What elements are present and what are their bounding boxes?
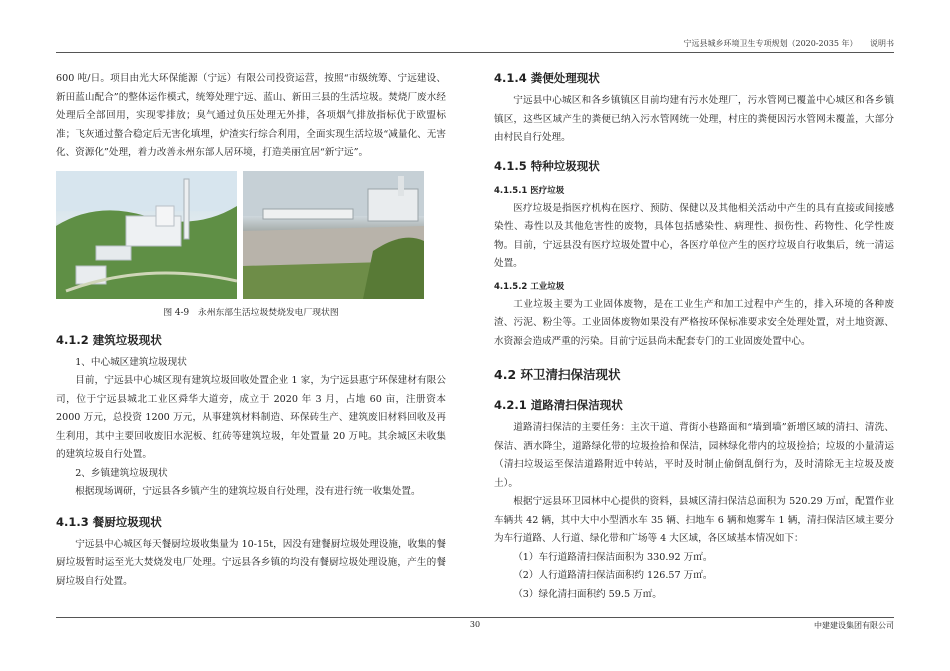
paragraph-medical-waste: 医疗垃圾是指医疗机构在医疗、预防、保健以及其他相关活动中产生的具有直接或间接感染性、毒性以及其他危害性的废物，具体包括感染性、病理性、损伤性、药物性、化学性废物。目前，宁远县没有医疗垃圾处置中心，各医疗单位产生的医疗垃圾自行收集后，统一清运处置。 <box>494 202 894 269</box>
figure-4-9 <box>56 171 446 299</box>
incineration-plant-site-photo <box>243 171 424 299</box>
header-doc-title: 宁远县城乡环境卫生专项规划（2020-2035 年） <box>683 39 858 48</box>
footer-company: 中建建设集团有限公司 <box>814 621 894 630</box>
paragraph-kitchen-waste: 宁远县中心城区每天餐厨垃圾收集量为 10-15t，因没有建餐厨垃圾处理设施，收集的餐厨垃圾暂时运至光大焚烧发电厂处理。宁远县各乡镇的均没有餐厨垃圾处理设施，产生的餐厨垃圾自行处置。 <box>56 538 446 587</box>
right-column <box>494 70 894 604</box>
paragraph-feces: 宁远县中心城区和各乡镇镇区目前均建有污水处理厂，污水管网已覆盖中心城区和各乡镇镇区，这些区域产生的粪便已纳入污水管网统一处理，村庄的粪便因污水管网未覆盖，大部分由村民自行处理。 <box>494 95 894 143</box>
incineration-plant-rendering-image <box>56 171 237 299</box>
paragraph-road-cleaning-tasks: 道路清扫保洁的主要任务：主次干道、背街小巷路面和“墙到墙”新增区域的清扫、清洗、保洁、洒水降尘，道路绿化带的垃圾捡拾和保洁，园林绿化带内的垃圾捡拾；垃圾的小量清运（清扫垃圾运至保洁道路附近中转站，平时及时制止偷倒乱倒行为，及时清除无主垃圾及废土）。 <box>494 422 894 489</box>
section-heading-4-1-5-1: 4.1.5.1 医疗垃圾 <box>494 185 565 196</box>
section-heading-4-2-1: 4.2.1 道路清扫保洁现状 <box>494 398 623 412</box>
figure-caption: 图 4-9 永州东部生活垃圾焚烧发电厂现状图 <box>163 307 339 318</box>
section-heading-4-1-2: 4.1.2 建筑垃圾现状 <box>56 332 162 347</box>
page-number: 30 <box>469 620 481 629</box>
intro-paragraph: 600 吨/日。项目由光大环保能源（宁远）有限公司投资运营，按照“市级统筹、宁远建设、新田蓝山配合”的整体运作模式，统筹处理宁远、蓝山、新田三县的生活垃圾。焚烧厂废水经处理后全部回用，实现零排放；臭气通过负压处理无外排，各项烟气排放指标优于欧盟标准；飞灰通过螯合稳定后无害化填埋，炉渣实行综合利用，全面实现生活垃圾“减量化、无害化、资源化”处理，着力改善永州东部人居环境，打造美丽宜居“新宁远”。 <box>56 73 446 158</box>
header-rule <box>56 52 894 53</box>
subheading-townships: 2、乡镇建筑垃圾现状 <box>75 467 168 479</box>
paragraph-road-cleaning-data: 根据宁远县环卫园林中心提供的资料，县城区清扫保洁总面积为 520.29 万㎡，配置作业车辆共 42 辆，其中大中小型洒水车 35 辆、扫地车 6 辆和炮雾车 1 辆，清扫保洁区域主要分为车行道路、人行道、绿化带和广场等 4 大区域，各区域基本情况如下： <box>494 496 894 544</box>
list-item: （2）人行道路清扫保洁面积约 126.57 万㎡。 <box>513 570 713 581</box>
list-item: （3）绿化清扫面积约 59.5 万㎡。 <box>513 588 662 600</box>
left-column <box>56 70 446 591</box>
page-header <box>673 38 894 49</box>
section-heading-4-1-5-2: 4.1.5.2 工业垃圾 <box>494 281 565 292</box>
subheading-central-city: 1、中心城区建筑垃圾现状 <box>75 356 187 368</box>
footer-rule <box>56 617 894 618</box>
section-heading-4-1-3: 4.1.3 餐厨垃圾现状 <box>56 514 162 529</box>
section-heading-4-1-5: 4.1.5 特种垃圾现状 <box>494 158 600 173</box>
paragraph-construction-waste-towns: 根据现场调研，宁远县各乡镇产生的建筑垃圾自行处理，没有进行统一收集处置。 <box>75 486 421 497</box>
paragraph-industrial-waste: 工业垃圾主要为工业固体废物，是在工业生产和加工过程中产生的，排入环境的各种废渣、污泥、粉尘等。工业固体废物如果没有严格按环保标准要求安全处理处置，对土地资源、水资源会造成严重的污染。目前宁远县尚未配套专门的工业固废处置中心。 <box>494 298 894 347</box>
paragraph-construction-waste-city: 目前，宁远县中心城区现有建筑垃圾回收处置企业 1 家，为宁远县惠宁环保建材有限公司，位于宁远县城北工业区舜华大道旁，成立于 2020 年 3 月，占地 60 亩，注册资本 2000 万元，总投资 1200 万元，从事建筑材料制造、环保砖生产、建筑废旧材料回收及再生利用，其中主要回收废旧水泥板、红砖等建筑垃圾，年处置量 20 万吨。其余城区未收集的建筑垃圾自行处置。 <box>56 375 446 460</box>
list-item: （1）车行道路清扫保洁面积为 330.92 万㎡。 <box>513 551 713 563</box>
section-heading-4-1-4: 4.1.4 粪便处理现状 <box>494 71 600 85</box>
section-heading-4-2: 4.2 环卫清扫保洁现状 <box>494 367 621 382</box>
header-doc-type: 说明书 <box>870 39 894 48</box>
